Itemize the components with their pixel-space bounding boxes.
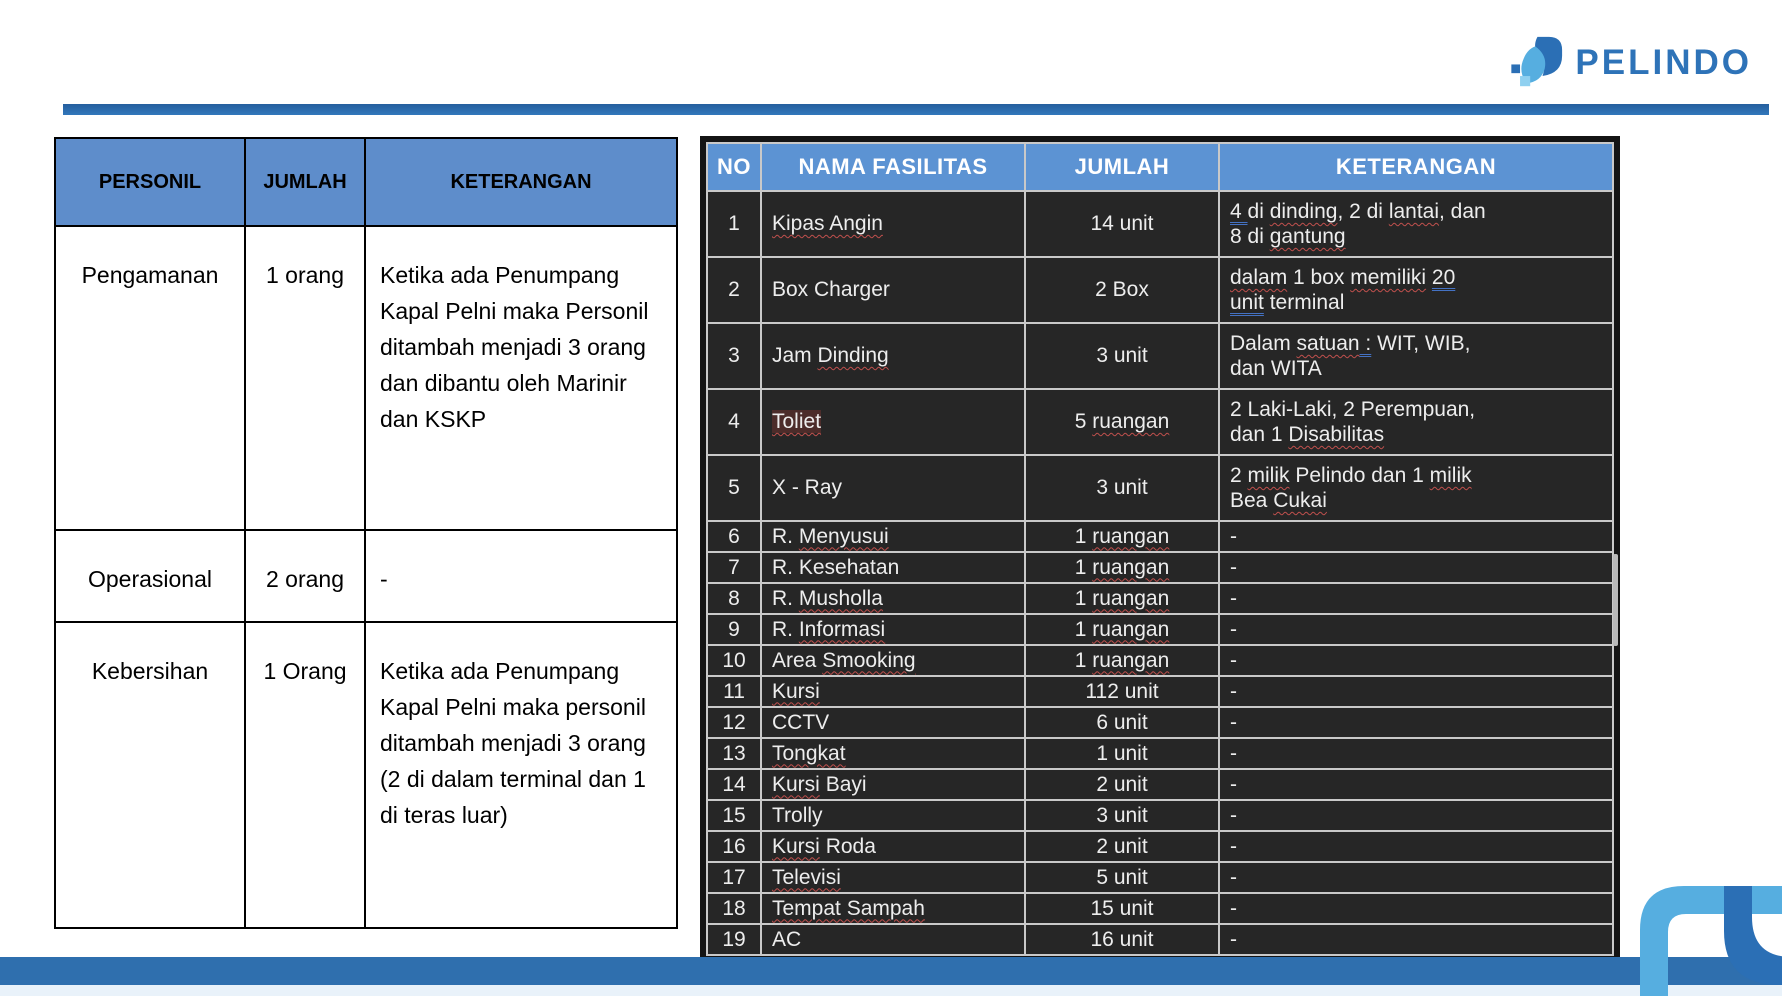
text-segment: 1	[1074, 617, 1093, 641]
text-segment: 8 di	[1230, 225, 1270, 248]
cell-jumlah	[1025, 455, 1219, 521]
text-segment: 6 unit	[1096, 710, 1148, 734]
text-segment: 14 unit	[1090, 212, 1154, 235]
bottom-strip	[0, 985, 1782, 996]
brand-logo	[1507, 34, 1752, 92]
text-segment: Kursi	[772, 834, 820, 858]
text-segment: memiliki	[1350, 266, 1427, 289]
text-segment: -	[1230, 741, 1237, 765]
text-segment: -	[1230, 617, 1237, 641]
text-segment: , dan	[1439, 200, 1486, 223]
text-segment: Box Charger	[772, 278, 890, 301]
cell-no: 6	[707, 521, 761, 552]
table-row	[707, 800, 1613, 831]
cell-no: 5	[707, 455, 761, 521]
text-segment: ruangan	[1092, 524, 1170, 548]
text-segment: 2 Box	[1095, 278, 1149, 301]
text-segment: -	[1230, 555, 1237, 579]
cell-keterangan	[1219, 521, 1613, 552]
cell-keterangan	[1219, 831, 1613, 862]
cell-no: 3	[707, 323, 761, 389]
cell-no: 15	[707, 800, 761, 831]
cell-no: 18	[707, 893, 761, 924]
cell-jumlah	[1025, 614, 1219, 645]
text-segment: milik	[1429, 464, 1472, 487]
text-segment: Kipas Angin	[772, 212, 883, 235]
text-segment: -	[1230, 927, 1237, 951]
cell-no: 4	[707, 389, 761, 455]
cell-nama-fasilitas	[761, 831, 1025, 862]
col-header-nama-fasilitas: NAMA FASILITAS	[761, 143, 1025, 191]
cell-jumlah	[1025, 645, 1219, 676]
text-segment: 5	[1074, 410, 1093, 433]
cell-no: 16	[707, 831, 761, 862]
pelindo-corner-logo-mark	[1620, 740, 1782, 996]
text-segment: ruangan	[1092, 586, 1170, 610]
text-segment: Tongkat	[772, 741, 846, 765]
text-segment: 112 unit	[1085, 679, 1159, 703]
brand-name: PELINDO	[1575, 43, 1752, 82]
col-header-keterangan: KETERANGAN	[365, 138, 677, 226]
scrollbar-thumb[interactable]	[1613, 554, 1618, 646]
cell-nama-fasilitas	[761, 800, 1025, 831]
text-segment: 5 unit	[1096, 865, 1148, 889]
col-header-jumlah: JUMLAH	[1025, 143, 1219, 191]
cell-nama-fasilitas	[761, 676, 1025, 707]
cell-keterangan: Ketika ada Penumpang Kapal Pelni maka personil ditambah menjadi 3 orang (2 di dalam terminal dan 1 di teras luar)	[365, 622, 677, 928]
table-row	[707, 583, 1613, 614]
cell-nama-fasilitas	[761, 738, 1025, 769]
table-row	[707, 521, 1613, 552]
cell-nama-fasilitas	[761, 769, 1025, 800]
cell-keterangan: -	[365, 530, 677, 622]
text-segment: 20	[1431, 266, 1456, 289]
facilities-table-body	[707, 191, 1613, 955]
text-segment: Musholla	[798, 586, 883, 610]
text-segment: 15 unit	[1090, 896, 1154, 920]
cell-nama-fasilitas	[761, 257, 1025, 323]
text-segment: 3 unit	[1096, 344, 1148, 367]
personnel-header-row	[55, 138, 677, 226]
text-segment: ruangan	[1092, 617, 1170, 641]
facilities-header-row	[707, 143, 1613, 191]
text-segment: Smooking	[822, 648, 916, 672]
text-segment: 3 unit	[1096, 476, 1148, 499]
cell-jumlah	[1025, 583, 1219, 614]
text-segment: Jam	[772, 344, 818, 367]
cell-jumlah	[1025, 738, 1219, 769]
top-divider-rule	[63, 104, 1769, 115]
cell-no: 7	[707, 552, 761, 583]
text-segment: dan WITA	[1230, 357, 1322, 380]
text-segment: -	[1230, 524, 1237, 548]
text-segment: CCTV	[772, 710, 830, 734]
text-segment: dinding	[1269, 200, 1338, 223]
col-header-personil: PERSONIL	[55, 138, 245, 226]
cell-keterangan	[1219, 323, 1613, 389]
text-segment: Bea	[1230, 489, 1274, 512]
text-segment: WIT, WIB,	[1371, 332, 1471, 355]
text-segment: milik	[1247, 464, 1290, 487]
text-segment: -	[1230, 679, 1237, 703]
text-segment: R.	[772, 586, 799, 610]
text-segment: Televisi	[772, 865, 841, 889]
table-row	[55, 622, 677, 928]
text-segment: Area	[772, 648, 823, 672]
text-segment: unit	[1230, 291, 1264, 314]
text-segment: 2 unit	[1096, 772, 1148, 796]
cell-jumlah	[1025, 257, 1219, 323]
text-segment: Tempat Sampah	[772, 896, 925, 920]
cell-keterangan	[1219, 862, 1613, 893]
cell-jumlah	[1025, 831, 1219, 862]
col-header-no: NO	[707, 143, 761, 191]
cell-jumlah: 1 orang	[245, 226, 365, 530]
table-row	[707, 893, 1613, 924]
cell-no: 9	[707, 614, 761, 645]
cell-keterangan	[1219, 676, 1613, 707]
cell-no: 1	[707, 191, 761, 257]
text-segment: Kursi	[772, 772, 820, 796]
cell-nama-fasilitas	[761, 924, 1025, 955]
text-segment: Pelindo dan 1	[1289, 464, 1430, 487]
cell-keterangan	[1219, 645, 1613, 676]
cell-nama-fasilitas	[761, 521, 1025, 552]
table-row	[707, 924, 1613, 955]
text-segment: gantung	[1269, 225, 1346, 248]
cell-nama-fasilitas	[761, 862, 1025, 893]
cell-personil: Pengamanan	[55, 226, 245, 530]
cell-nama-fasilitas	[761, 614, 1025, 645]
table-row	[707, 257, 1613, 323]
text-segment: terminal	[1263, 291, 1345, 314]
text-segment: -	[1230, 834, 1237, 858]
cell-jumlah: 1 Orang	[245, 622, 365, 928]
cell-jumlah	[1025, 521, 1219, 552]
text-segment: 1	[1074, 555, 1093, 579]
cell-keterangan	[1219, 455, 1613, 521]
table-row	[707, 676, 1613, 707]
cell-jumlah	[1025, 191, 1219, 257]
text-segment: Roda	[819, 834, 876, 858]
text-segment: Kursi	[772, 679, 820, 703]
cell-nama-fasilitas	[761, 583, 1025, 614]
cell-jumlah	[1025, 924, 1219, 955]
text-segment: AC	[772, 927, 802, 951]
text-segment: -	[1230, 803, 1237, 827]
cell-keterangan	[1219, 738, 1613, 769]
table-row	[707, 707, 1613, 738]
cell-no: 11	[707, 676, 761, 707]
text-segment: R. Kesehatan	[772, 555, 900, 579]
cell-jumlah	[1025, 893, 1219, 924]
text-segment: 1	[1074, 586, 1093, 610]
text-segment: Cukai	[1273, 489, 1327, 512]
cell-jumlah	[1025, 676, 1219, 707]
text-segment: dalam	[1230, 266, 1288, 289]
cell-nama-fasilitas	[761, 455, 1025, 521]
table-row	[707, 389, 1613, 455]
cell-nama-fasilitas	[761, 645, 1025, 676]
cell-jumlah	[1025, 800, 1219, 831]
cell-no: 2	[707, 257, 761, 323]
table-row	[707, 552, 1613, 583]
cell-jumlah: 2 orang	[245, 530, 365, 622]
text-segment: Dinding	[817, 344, 889, 367]
bottom-bar	[0, 957, 1782, 985]
text-segment: satuan	[1296, 332, 1360, 355]
table-row	[707, 831, 1613, 862]
cell-jumlah	[1025, 707, 1219, 738]
cell-keterangan	[1219, 552, 1613, 583]
text-segment: Menyusui	[798, 524, 889, 548]
cell-nama-fasilitas	[761, 893, 1025, 924]
cell-keterangan	[1219, 614, 1613, 645]
text-segment: 2	[1230, 464, 1248, 487]
cell-personil: Kebersihan	[55, 622, 245, 928]
cell-jumlah	[1025, 389, 1219, 455]
cell-keterangan	[1219, 893, 1613, 924]
text-segment: 2 unit	[1096, 834, 1148, 858]
cell-personil: Operasional	[55, 530, 245, 622]
text-segment: 1	[1074, 648, 1093, 672]
cell-nama-fasilitas	[761, 707, 1025, 738]
cell-no: 10	[707, 645, 761, 676]
table-row	[707, 323, 1613, 389]
cell-jumlah	[1025, 323, 1219, 389]
cell-no: 14	[707, 769, 761, 800]
cell-no: 19	[707, 924, 761, 955]
text-segment: Trolly	[772, 803, 823, 827]
table-row	[55, 226, 677, 530]
table-row	[707, 738, 1613, 769]
text-segment: 1 unit	[1096, 741, 1148, 765]
table-row	[707, 455, 1613, 521]
text-segment: Dalam	[1230, 332, 1297, 355]
text-segment: -	[1230, 865, 1237, 889]
text-segment: -	[1230, 648, 1237, 672]
text-segment: -	[1230, 896, 1237, 920]
pelindo-logo-icon	[1507, 34, 1565, 92]
cell-jumlah	[1025, 552, 1219, 583]
text-segment: X - Ray	[772, 476, 843, 499]
cell-nama-fasilitas	[761, 389, 1025, 455]
cell-no: 13	[707, 738, 761, 769]
table-row	[707, 191, 1613, 257]
text-segment: 2 Laki-Laki, 2 Perempuan,	[1230, 398, 1476, 421]
facilities-table	[700, 136, 1620, 962]
table-row	[55, 530, 677, 622]
text-segment: -	[1230, 710, 1237, 734]
cell-keterangan	[1219, 583, 1613, 614]
cell-keterangan	[1219, 191, 1613, 257]
text-segment: dan 1	[1230, 423, 1289, 446]
cell-keterangan	[1219, 389, 1613, 455]
cell-no: 12	[707, 707, 761, 738]
text-segment: Informasi	[798, 617, 886, 641]
text-segment: :	[1359, 332, 1372, 355]
text-segment: R.	[772, 524, 799, 548]
text-segment: 4	[1230, 200, 1248, 223]
text-segment: lantai	[1388, 200, 1440, 223]
text-segment: 3 unit	[1096, 803, 1148, 827]
cell-jumlah	[1025, 769, 1219, 800]
cell-keterangan	[1219, 707, 1613, 738]
table-row	[707, 645, 1613, 676]
cell-keterangan	[1219, 800, 1613, 831]
text-segment: , 2 di	[1337, 200, 1389, 223]
text-segment: -	[1230, 772, 1237, 796]
table-row	[707, 614, 1613, 645]
table-row	[707, 862, 1613, 893]
cell-jumlah	[1025, 862, 1219, 893]
personnel-table	[54, 137, 678, 929]
text-segment: ruangan	[1092, 648, 1170, 672]
text-segment: Toliet	[772, 410, 822, 433]
text-segment: Disabilitas	[1288, 423, 1385, 446]
text-segment: R.	[772, 617, 799, 641]
text-segment: ruangan	[1092, 555, 1170, 579]
text-segment: ruangan	[1092, 410, 1170, 433]
cell-keterangan	[1219, 769, 1613, 800]
cell-keterangan: Ketika ada Penumpang Kapal Pelni maka Personil ditambah menjadi 3 orang dan dibantu oleh Marinir dan KSKP	[365, 226, 677, 530]
cell-no: 17	[707, 862, 761, 893]
cell-nama-fasilitas	[761, 191, 1025, 257]
col-header-keterangan: KETERANGAN	[1219, 143, 1613, 191]
text-segment: Bayi	[819, 772, 867, 796]
text-segment: di	[1247, 200, 1270, 223]
text-segment: 1 box	[1287, 266, 1351, 289]
cell-keterangan	[1219, 924, 1613, 955]
text-segment: -	[1230, 586, 1237, 610]
cell-nama-fasilitas	[761, 552, 1025, 583]
cell-nama-fasilitas	[761, 323, 1025, 389]
cell-no: 8	[707, 583, 761, 614]
cell-keterangan	[1219, 257, 1613, 323]
col-header-jumlah: JUMLAH	[245, 138, 365, 226]
text-segment: 1	[1074, 524, 1093, 548]
table-row	[707, 769, 1613, 800]
text-segment: 16 unit	[1090, 927, 1154, 951]
